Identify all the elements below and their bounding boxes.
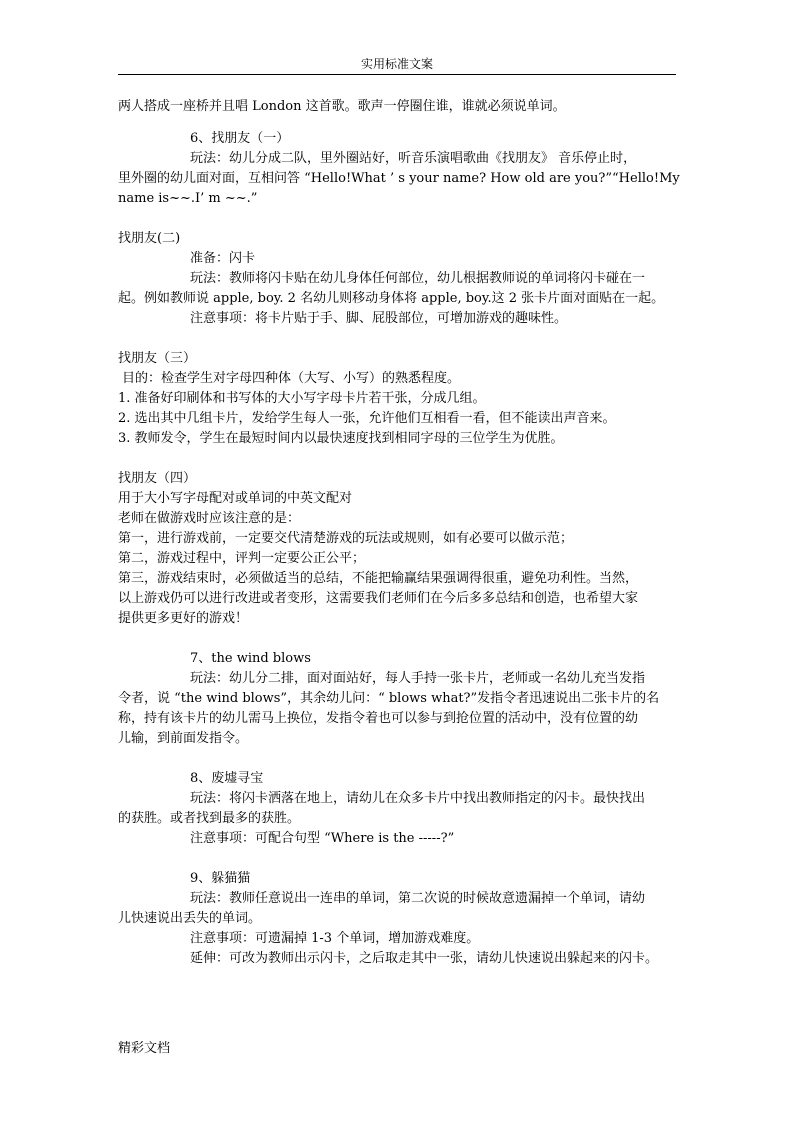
game-7-title: 7、the wind blows	[190, 651, 311, 666]
header-rule	[118, 74, 676, 75]
game-6b-title: 找朋友(二)	[118, 231, 181, 246]
game-7-rule-line: 儿输，到前面发指令。	[118, 731, 249, 746]
game-7-rule-line: 玩法：幼儿分二排，面对面站好，每人手持一张卡片，老师或一名幼儿充当发指	[190, 671, 646, 686]
game-6d-point: 第二，游戏过程中，评判一定要公正公平；	[118, 551, 366, 566]
game-6b-prep: 准备：闪卡	[190, 251, 256, 266]
game-6c-title: 找朋友（三）	[118, 351, 197, 366]
game-6d-title: 找朋友（四）	[118, 471, 197, 486]
game-6b-rule-line: 玩法：教师将闪卡贴在幼儿身体任何部位，幼儿根据教师说的单词将闪卡碰在一	[190, 271, 646, 286]
document-body	[118, 97, 683, 969]
game-6d-point: 以上游戏仍可以进行改进或者变形，这需要我们老师们在今后多多总结和创造，也希望大家	[118, 591, 639, 606]
game-6c-goal: 目的：检查学生对字母四种体（大写、小写）的熟悉程度。	[122, 371, 461, 386]
game-9-rule-line: 儿快速说出丢失的单词。	[118, 911, 262, 926]
page-header: 实用标准文案	[360, 57, 433, 71]
game-6d-attention: 老师在做游戏时应该注意的是：	[118, 511, 301, 526]
game-9-rule-line: 玩法：教师任意说出一连串的单词，第二次说的时候故意遗漏掉一个单词，请幼	[190, 891, 646, 906]
game-6c-step: 2. 选出其中几组卡片，发给学生每人一张，允许他们互相看一看，但不能读出声音来。	[118, 411, 616, 426]
game-6d-point: 第一，进行游戏前，一定要交代清楚游戏的玩法或规则，如有必要可以做示范；	[118, 531, 574, 546]
game-8-title: 8、废墟寻宝	[190, 771, 264, 786]
game-6-rule-line: 里外圈的幼儿面对面，互相问答 “Hello!What ’ s your name? How old are you?”“Hello!My	[118, 171, 680, 186]
game-6-rule-line: 玩法：幼儿分成二队，里外圈站好，听音乐演唱歌曲《找朋友》 音乐停止时，	[190, 151, 637, 166]
game-6c-step: 1. 准备好印刷体和书写体的大小写字母卡片若干张，分成几组。	[118, 391, 486, 406]
game-6d-use: 用于大小写字母配对或单词的中英文配对	[118, 491, 353, 506]
page-footer: 精彩文档	[118, 1041, 171, 1056]
game-6d-point: 第三，游戏结束时，必须做适当的总结，不能把输赢结果强调得很重，避免功利性。当然，	[118, 571, 639, 586]
game-6b-rule-line: 起。例如教师说 apple, boy. 2 名幼儿则移动身体将 apple, boy.这 2 张卡片面对面贴在一起。	[118, 291, 665, 306]
game-9-note: 注意事项：可遗漏掉 1-3 个单词，增加游戏难度。	[190, 931, 480, 946]
game-8-note: 注意事项：可配合句型 “Where is the -----?”	[190, 831, 455, 846]
game-8-rule-line: 玩法：将闪卡洒落在地上，请幼儿在众多卡片中找出教师指定的闪卡。最快找出	[190, 791, 646, 806]
game-6-rule-line: name is~~.I’ m ~~.”	[118, 191, 258, 206]
game-9-extension: 延伸：可改为教师出示闪卡，之后取走其中一张，请幼儿快速说出躲起来的闪卡。	[190, 951, 659, 966]
game-6c-step: 3. 教师发令，学生在最短时间内以最快速度找到相同字母的三位学生为优胜。	[118, 431, 564, 446]
game-6b-note: 注意事项：将卡片贴于手、脚、屁股部位，可增加游戏的趣味性。	[190, 311, 568, 326]
game-7-rule-line: 令者，说 “the wind blows”，其余幼儿问：“ blows what?”发指令者迅速说出二张卡片的名	[118, 691, 660, 706]
intro-paragraph: 两人搭成一座桥并且唱 London 这首歌。歌声一停圈住谁，谁就必须说单词。	[118, 99, 566, 114]
game-6d-point: 提供更多更好的游戏！	[118, 611, 249, 626]
game-8-rule-line: 的获胜。或者找到最多的获胜。	[118, 811, 301, 826]
game-6-title: 6、找朋友（一）	[190, 131, 290, 146]
game-7-rule-line: 称，持有该卡片的幼儿需马上换位，发指令着也可以参与到抢位置的活动中，没有位置的幼	[118, 711, 639, 726]
game-9-title: 9、躲猫猫	[190, 871, 251, 886]
